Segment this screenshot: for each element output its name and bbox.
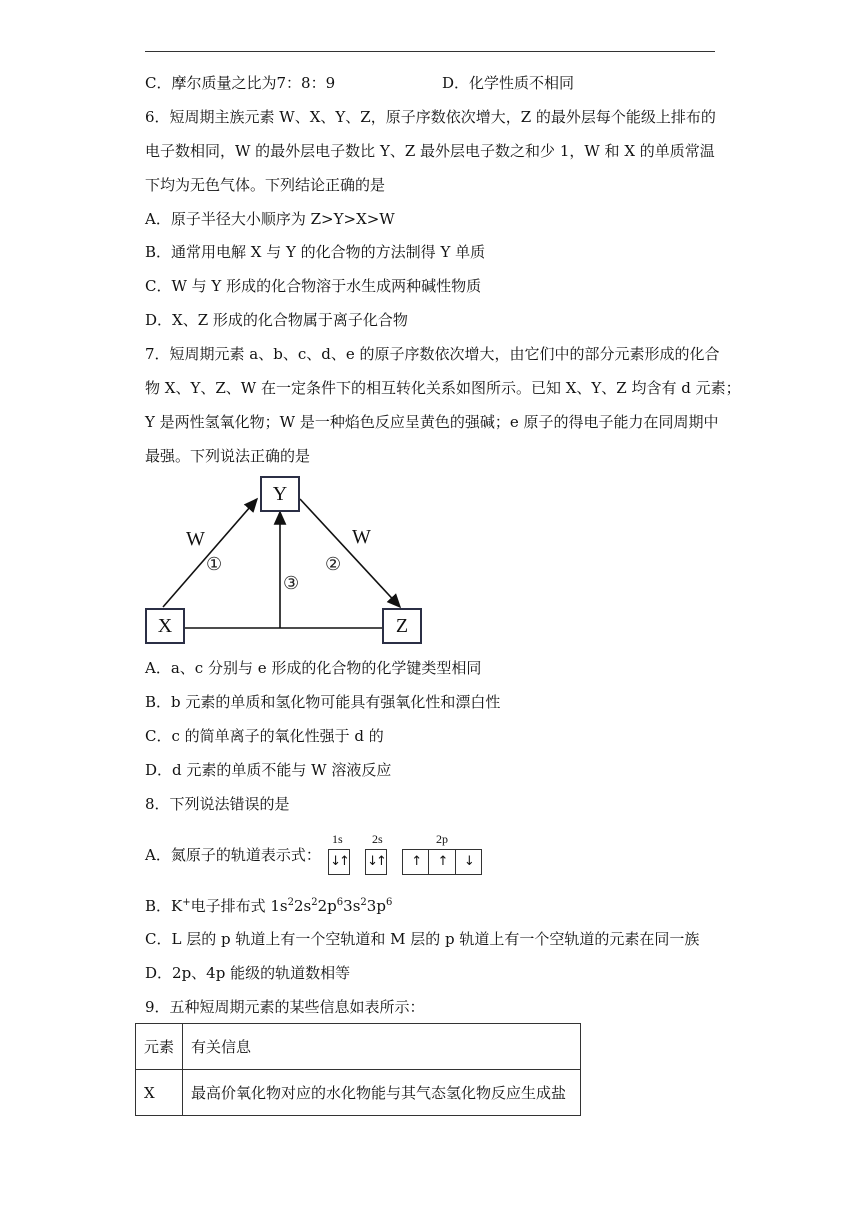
node-z: Z: [382, 608, 422, 644]
arrow-y-to-z: [300, 499, 400, 607]
orbital-label-2s: 2s: [372, 832, 383, 846]
orbital-label-1s: 1s: [332, 832, 343, 846]
q7-stem-line-2: 物 X、Y、Z、W 在一定条件下的相互转化关系如图所示。已知 X、Y、Z 均含有 d 元素；: [145, 379, 741, 397]
q6-stem-line-1: 6．短周期主族元素 W、X、Y、Z，原子序数依次增大，Z 的最外层每个能级上排布的: [145, 108, 716, 126]
table-cell-info: 最高价氧化物对应的水化物能与其气态氢化物反应生成盐: [183, 1070, 581, 1116]
table-cell-element: X: [136, 1070, 183, 1116]
paired-arrows-icon: ↓↑: [330, 854, 348, 869]
q8-option-a: A．氮原子的轨道表示式：: [145, 846, 321, 864]
down-arrow-icon: ↓: [463, 854, 473, 869]
orbital-1s: [328, 849, 350, 875]
node-x: X: [145, 608, 185, 644]
arrow-x-to-y: [163, 499, 257, 607]
q8-stem: 8．下列说法错误的是: [145, 795, 290, 813]
option-d-prev: D．化学性质不相同: [442, 74, 575, 92]
label-w-left: W: [186, 528, 205, 550]
table-row: [136, 1070, 581, 1116]
header-rule: [145, 51, 715, 52]
orbital-2p: [402, 849, 482, 875]
table-header-row: [136, 1024, 581, 1070]
up-arrow-icon: ↑: [437, 854, 447, 869]
label-w-right: W: [352, 526, 371, 548]
orbital-label-2p: 2p: [436, 832, 448, 846]
q6-option-a: A．原子半径大小顺序为 Z>Y>X>W: [145, 210, 395, 228]
q7-stem-line-1: 7．短周期元素 a、b、c、d、e 的原子序数依次增大，由它们中的部分元素形成的化合: [145, 345, 720, 363]
element-info-table: [135, 1023, 581, 1116]
node-y: Y: [260, 476, 300, 512]
q6-stem-line-2: 电子数相同，W 的最外层电子数比 Y、Z 最外层电子数之和少 1，W 和 X 的单质常温: [145, 142, 715, 160]
orbital-2s: [365, 849, 387, 875]
q7-option-b: B．b 元素的单质和氢化物可能具有强氧化性和漂白性: [145, 693, 501, 711]
q6-option-c: C．W 与 Y 形成的化合物溶于水生成两种碱性物质: [145, 277, 482, 295]
table-header-element: 元素: [136, 1024, 183, 1070]
q8-option-d: D．2p、4p 能级的轨道数相等: [145, 964, 351, 982]
up-arrow-icon: ↑: [411, 854, 421, 869]
table-header-info: 有关信息: [183, 1024, 581, 1070]
label-step-2: ②: [325, 554, 342, 575]
q7-option-d: D．d 元素的单质不能与 W 溶液反应: [145, 761, 392, 779]
conversion-diagram: [140, 470, 440, 650]
paired-arrows-icon: ↓↑: [367, 854, 385, 869]
q6-stem-line-3: 下均为无色气体。下列结论正确的是: [145, 176, 386, 194]
q6-option-b: B．通常用电解 X 与 Y 的化合物的方法制得 Y 单质: [145, 243, 486, 261]
q6-option-d: D．X、Z 形成的化合物属于离子化合物: [145, 311, 408, 329]
q7-option-c: C．c 的简单离子的氧化性强于 d 的: [145, 727, 384, 745]
option-c-prev: C．摩尔质量之比为7：8：9: [145, 74, 336, 92]
q9-stem: 9．五种短周期元素的某些信息如表所示：: [145, 998, 425, 1016]
q7-stem-line-3: Y 是两性氢氧化物；W 是一种焰色反应呈黄色的强碱；e 原子的得电子能力在同周期中: [145, 413, 719, 431]
label-step-1: ①: [206, 554, 223, 575]
q8-option-c: C．L 层的 p 轨道上有一个空轨道和 M 层的 p 轨道上有一个空轨道的元素在同一族: [145, 930, 700, 948]
label-step-3: ③: [283, 573, 300, 594]
q7-option-a: A．a、c 分别与 e 形成的化合物的化学键类型相同: [145, 659, 482, 677]
q8-option-b: B．K+电子排布式 $1s^22s^22p^63s^23p^6$: [145, 897, 393, 915]
q7-stem-line-4: 最强。下列说法正确的是: [145, 447, 311, 465]
